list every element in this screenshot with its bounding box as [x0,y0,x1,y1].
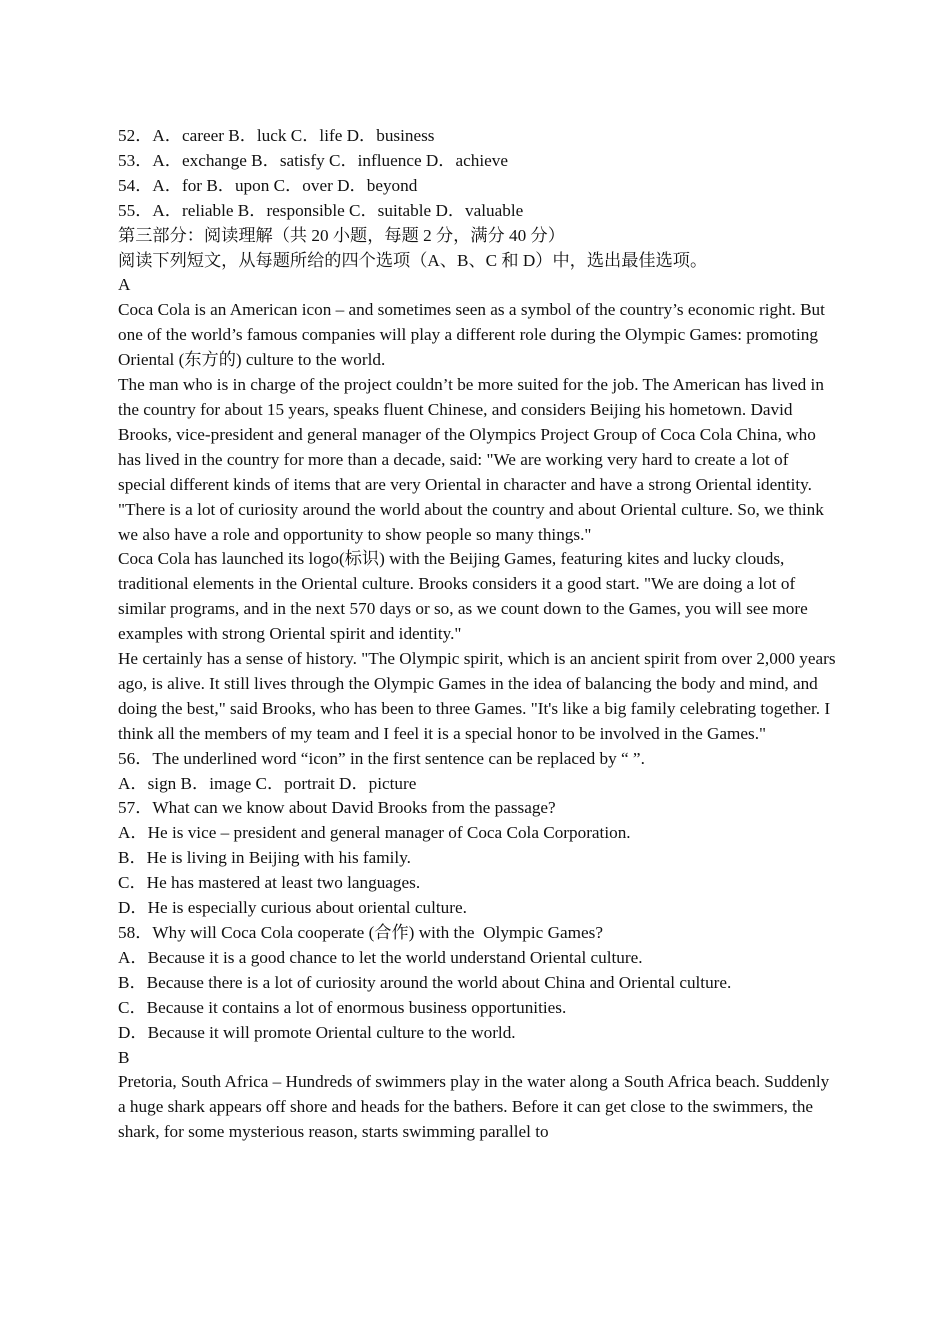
passage-b-label: B [118,1047,130,1067]
question-56-options: A．sign B．image C．portrait D．picture [118,773,417,793]
question-57-option-a: A．He is vice – president and general manager of Coca Cola Corporation. [118,823,631,843]
section-title: 第三部分：阅读理解（共 20 小题，每题 2 分，满分 40 分） [118,225,565,245]
question-58-option-c: C．Because it contains a lot of enormous business opportunities. [118,997,567,1017]
cloze-options-54: 54．A．for B．upon C．over D．beyond [118,175,418,195]
passage-a-paragraph-1: Coca Cola is an American icon – and sometimes seen as a symbol of the country’s economic right. But one of the world’s famous companies will play a different role during the Olympic Games: promoting Oriental (东方的) culture to the world. [118,300,830,370]
passage-a-label: A [118,275,131,295]
cloze-options-53: 53．A．exchange B．satisfy C．influence D．achieve [118,150,508,170]
question-57-option-c: C．He has mastered at least two languages. [118,873,421,893]
passage-b-paragraph-1: Pretoria, South Africa – Hundreds of swimmers play in the water along a South Africa beach. Suddenly a huge shark appears off shore and heads for the bathers. Before it can get close to the swimmers, the shark, for some mysterious reason, starts swimming parallel to [118,1072,834,1142]
question-57-option-d: D．He is especially curious about oriental culture. [118,898,467,918]
cloze-options-55: 55．A．reliable B．responsible C．suitable D．valuable [118,200,524,220]
question-58-option-d: D．Because it will promote Oriental culture to the world. [118,1022,516,1042]
question-57-option-b: B．He is living in Beijing with his family. [118,848,411,868]
question-56-stem: 56．The underlined word “icon” in the first sentence can be replaced by “ ”. [118,748,645,768]
section-instruction: 阅读下列短文，从每题所给的四个选项（A、B、C 和 D）中，选出最佳选项。 [118,250,708,270]
question-58-option-a: A．Because it is a good chance to let the world understand Oriental culture. [118,947,643,967]
passage-a-paragraph-4: He certainly has a sense of history. "The Olympic spirit, which is an ancient spirit from over 2,000 years ago, is alive. It still lives through the Olympic Games in the idea of balancing the body and mind, and doing the best," said Brooks, who has been to three Games. "It's like a big family celebrating together. I think all the members of my team and I feel it is a special honor to be involved in the Games." [118,649,840,743]
question-57-stem: 57．What can we know about David Brooks from the passage? [118,798,556,818]
question-58-option-b: B．Because there is a lot of curiosity around the world about China and Oriental culture. [118,972,732,992]
question-58-stem: 58．Why will Coca Cola cooperate (合作) with the Olympic Games? [118,923,603,942]
passage-a-paragraph-2: The man who is in charge of the project couldn’t be more suited for the job. The American has lived in the country for about 15 years, speaks fluent Chinese, and considers Beijing his hometown. David Brooks, vice-president and general manager of the Olympics Project Group of Coca Cola China, who has lived in the country for more than a decade, said: "We are working very hard to create a lot of special different kinds of items that are very Oriental in character and have a strong Oriental identity. "There is a lot of curiosity around the world about the country and about Oriental culture. So, we think we also have a role and opportunity to show people so many things." [118,375,829,544]
passage-a-paragraph-3: Coca Cola has launched its logo(标识) with the Beijing Games, featuring kites and lucky clouds, traditional elements in the Oriental culture. Brooks considers it a good start. "We are doing a lot of similar programs, and in the next 570 days or so, as we count down to the Games, you will see more examples with strong Oriental spirit and identity." [118,549,813,644]
document-page [118,124,838,1145]
cloze-options-52: 52．A．career B．luck C．life D．business [118,126,435,145]
